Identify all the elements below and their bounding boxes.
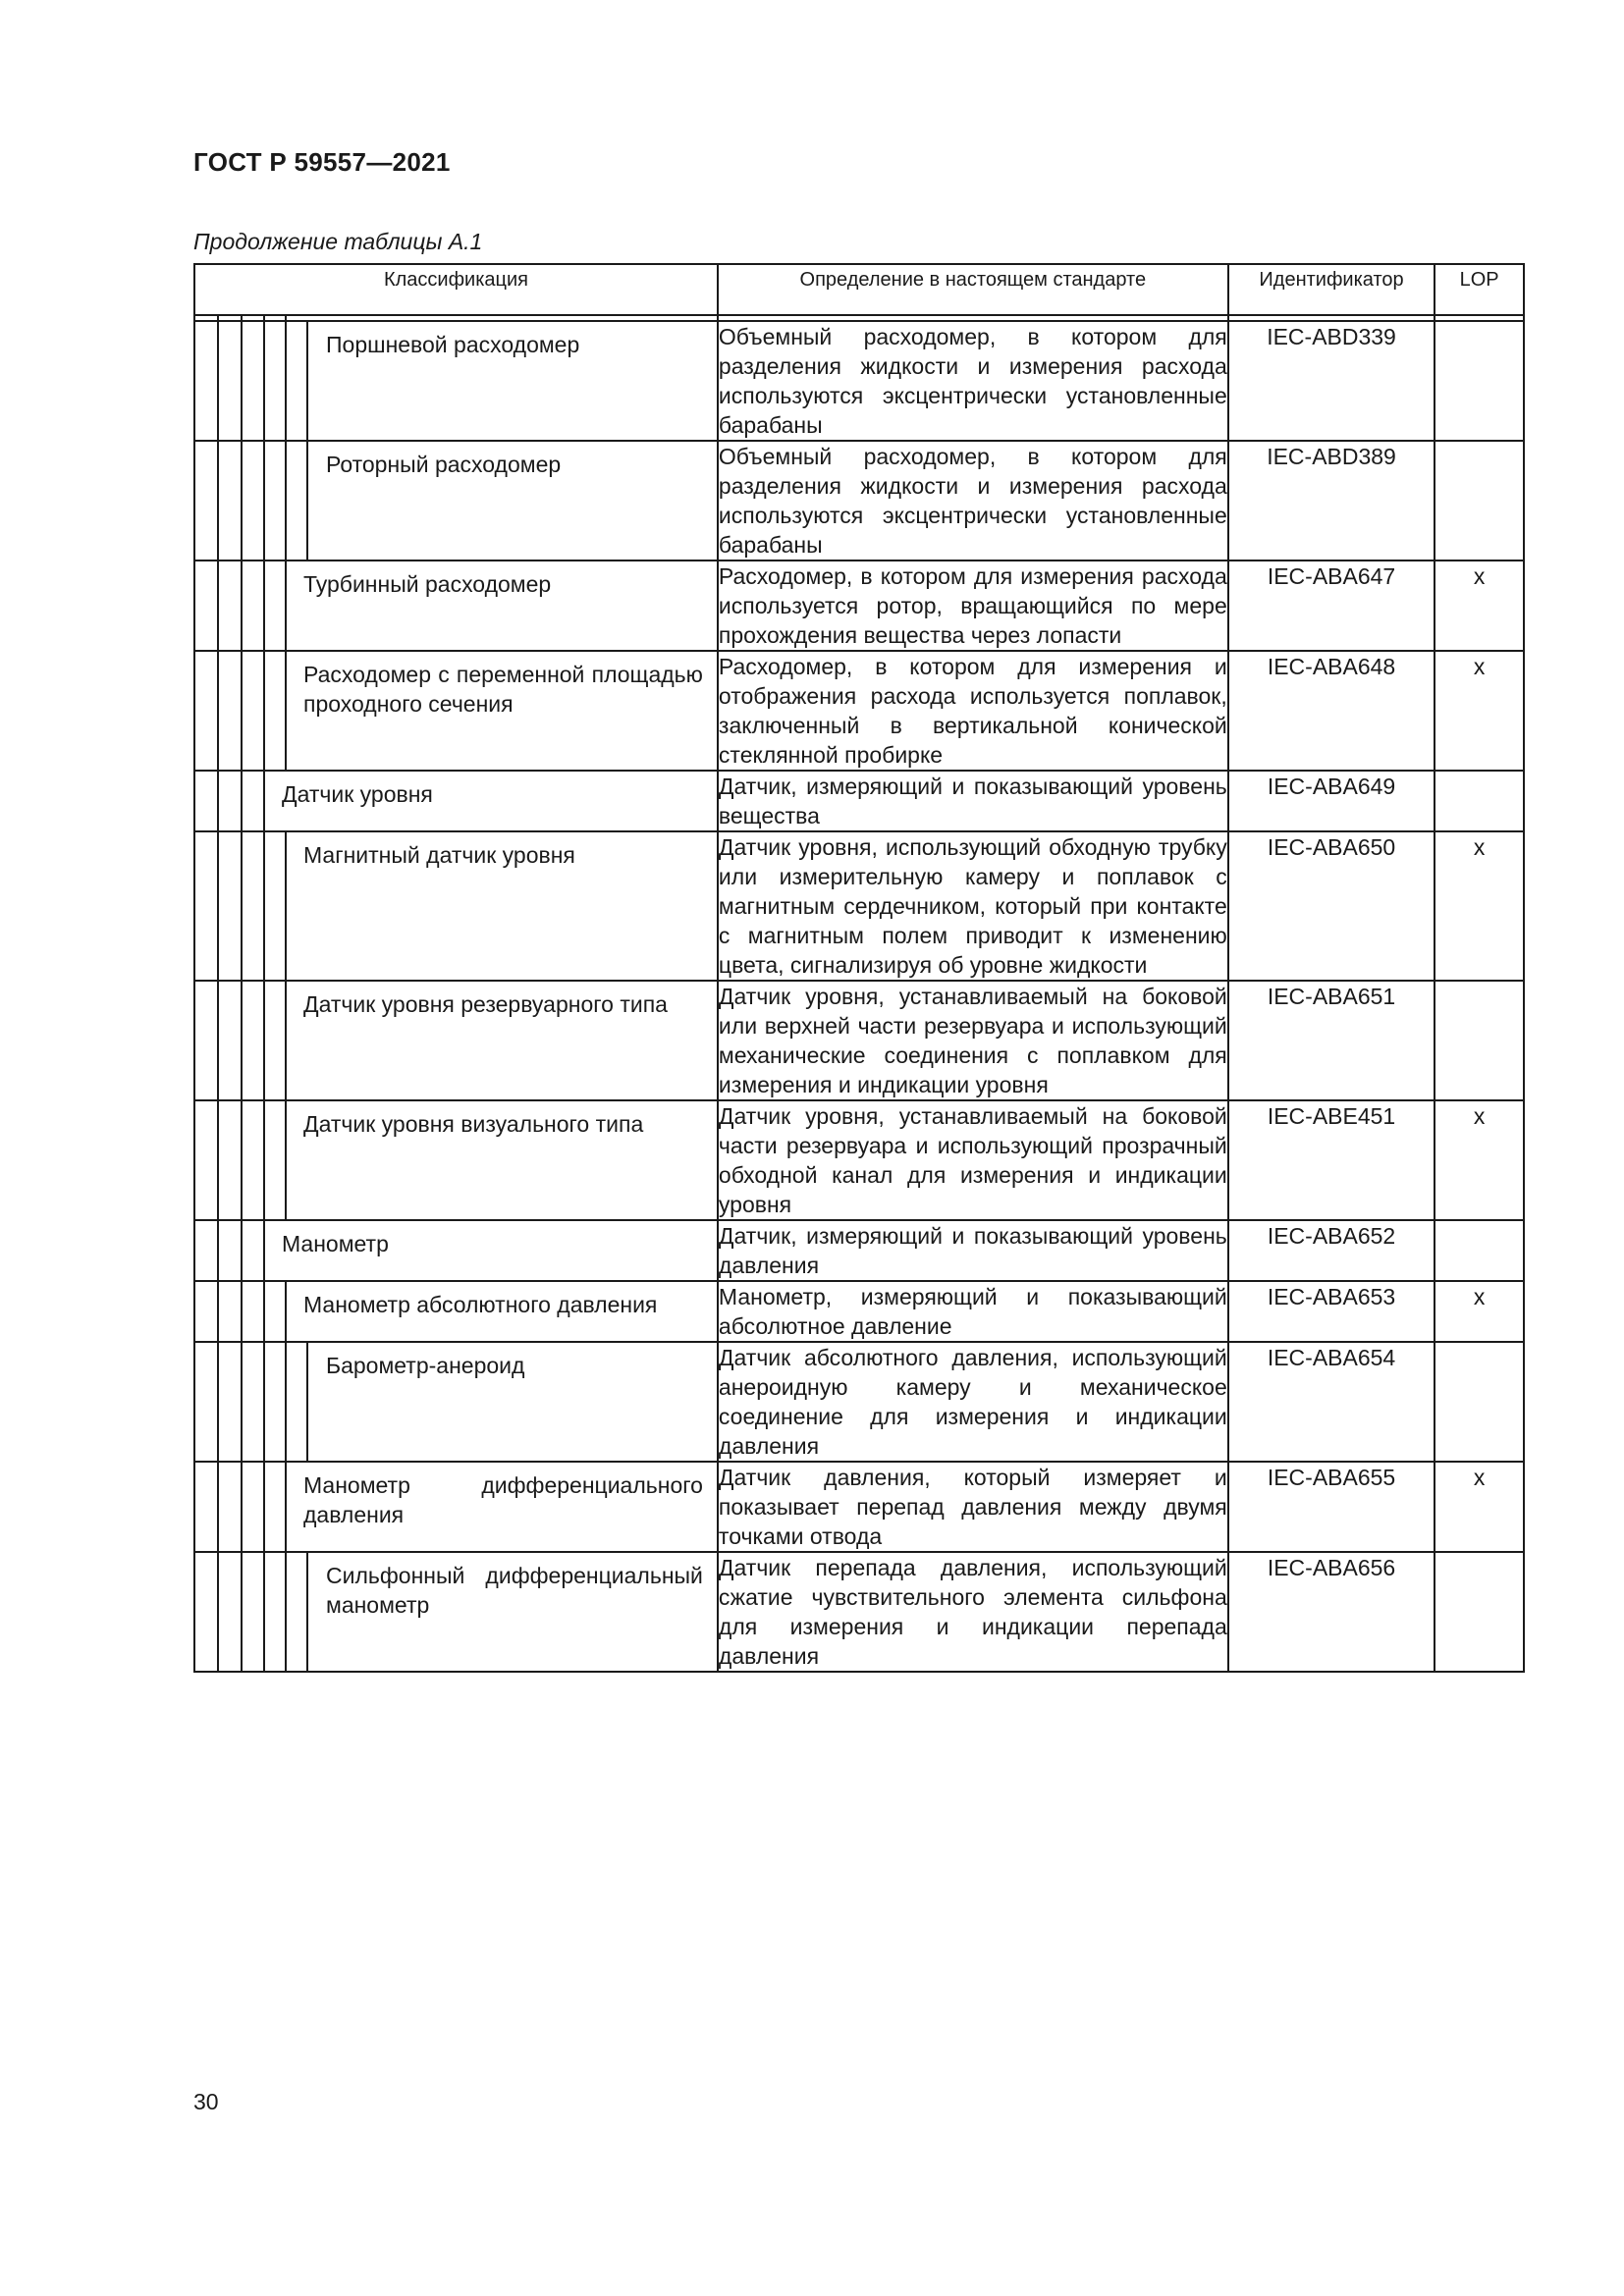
identifier-cell: IEC-ABA648: [1228, 651, 1435, 771]
lop-cell: x: [1435, 1100, 1524, 1220]
tree-line: [263, 1280, 265, 1343]
definition-cell: [718, 321, 1228, 441]
tree-line: [217, 770, 219, 832]
definition-cell: [718, 651, 1228, 771]
identifier-cell: IEC-ABA651: [1228, 981, 1435, 1100]
classification-cell: [194, 1552, 718, 1672]
tree-line: [241, 320, 243, 442]
definition-cell: [718, 1281, 1228, 1342]
tree-line: [241, 1461, 243, 1553]
tree-line: [241, 830, 243, 982]
identifier-cell: IEC-ABA652: [1228, 1220, 1435, 1281]
classification-label: Магнитный датчик уровня: [303, 842, 575, 868]
tree-line: [285, 440, 287, 561]
definition-text: Объемный расходомер, в котором для разделения жидкости и измерения расхода используются эксцентрически установленные барабаны: [718, 324, 1227, 438]
identifier-cell: IEC-ABA649: [1228, 771, 1435, 831]
classification-label: Датчик уровня визуального типа: [303, 1111, 644, 1137]
tree-line: [306, 320, 308, 442]
table-row: [194, 1462, 1524, 1552]
table-row: [194, 1342, 1524, 1462]
tree-line: [263, 1099, 265, 1221]
header-identifier: Идентификатор: [1228, 264, 1435, 315]
tree-line: [217, 320, 219, 442]
tree-line: [306, 1341, 308, 1463]
tree-line: [241, 560, 243, 652]
classification-cell: [194, 771, 718, 831]
definition-text: Датчик уровня, устанавливаемый на боковой части резервуара и использующий прозрачный обходной канал для измерения и индикации уровня: [718, 1103, 1227, 1217]
tree-line: [241, 1551, 243, 1673]
lop-cell: x: [1435, 1462, 1524, 1552]
classification-cell: [194, 321, 718, 441]
table-row: [194, 831, 1524, 981]
definition-text: Объемный расходомер, в котором для разделения жидкости и измерения расхода используются эксцентрически установленные барабаны: [718, 444, 1227, 558]
classification-label: Сильфонный дифференциальный манометр: [326, 1563, 703, 1618]
table-row: [194, 561, 1524, 651]
definition-text: Расходомер, в котором для измерения расхода используется ротор, вращающийся по мере прохождения вещества через лопасти: [718, 563, 1227, 648]
definition-cell: [718, 1462, 1228, 1552]
header-classification: Классификация: [194, 264, 718, 315]
classification-table: [193, 263, 1525, 1673]
lop-cell: x: [1435, 1281, 1524, 1342]
tree-line: [217, 1461, 219, 1553]
lop-cell: [1435, 771, 1524, 831]
definition-cell: [718, 561, 1228, 651]
definition-cell: [718, 981, 1228, 1100]
classification-label: Роторный расходомер: [326, 452, 562, 477]
identifier-cell: IEC-ABA656: [1228, 1552, 1435, 1672]
tree-line: [241, 1099, 243, 1221]
classification-label: Датчик уровня: [282, 781, 433, 807]
classification-label: Поршневой расходомер: [326, 332, 580, 357]
identifier-cell: IEC-ABD339: [1228, 321, 1435, 441]
table-row: [194, 1281, 1524, 1342]
tree-line: [263, 1461, 265, 1553]
tree-line: [217, 1099, 219, 1221]
definition-text: Датчик уровня, устанавливаемый на боковой или верхней части резервуара и использующий механические соединения с поплавком для измерения и индикации уровня: [718, 984, 1227, 1097]
tree-line: [241, 1280, 243, 1343]
definition-cell: [718, 771, 1228, 831]
tree-line: [241, 770, 243, 832]
table-row: [194, 321, 1524, 441]
classification-label: Манометр дифференциального давления: [303, 1472, 703, 1527]
lop-cell: [1435, 1220, 1524, 1281]
tree-line: [263, 980, 265, 1101]
tree-line: [217, 1341, 219, 1463]
definition-cell: [718, 1100, 1228, 1220]
identifier-cell: IEC-ABE451: [1228, 1100, 1435, 1220]
identifier-cell: IEC-ABA655: [1228, 1462, 1435, 1552]
definition-text: Расходомер, в котором для измерения и отображения расхода используется поплавок, заключенный в вертикальной конической стеклянной пробирке: [718, 654, 1227, 768]
tree-line: [217, 560, 219, 652]
tree-line: [217, 650, 219, 772]
table-row: [194, 651, 1524, 771]
classification-cell: [194, 831, 718, 981]
classification-label: Барометр-анероид: [326, 1353, 525, 1378]
header-definition: Определение в настоящем стандарте: [718, 264, 1228, 315]
definition-cell: [718, 1342, 1228, 1462]
header-lop: LOP: [1435, 264, 1524, 315]
lop-cell: x: [1435, 831, 1524, 981]
tree-line: [263, 320, 265, 442]
classification-cell: [194, 981, 718, 1100]
tree-line: [285, 830, 287, 982]
table-caption: Продолжение таблицы А.1: [193, 229, 483, 254]
definition-cell: [718, 1552, 1228, 1672]
document-header: ГОСТ Р 59557—2021: [193, 147, 451, 177]
classification-label: Манометр: [282, 1231, 389, 1256]
tree-line: [285, 650, 287, 772]
definition-text: Датчик, измеряющий и показывающий уровень давления: [718, 1223, 1227, 1278]
tree-line: [263, 1551, 265, 1673]
tree-line: [285, 1341, 287, 1463]
definition-cell: [718, 441, 1228, 561]
tree-line: [306, 1551, 308, 1673]
lop-cell: x: [1435, 651, 1524, 771]
definition-text: Датчик уровня, использующий обходную трубку или измерительную камеру и поплавок с магнитным сердечником, который при контакте с магнитным полем приводит к изменению цвета, сигнализируя об уровне жидкости: [718, 834, 1227, 978]
table-row: [194, 771, 1524, 831]
table-row: [194, 981, 1524, 1100]
classification-label: Датчик уровня резервуарного типа: [303, 991, 668, 1017]
tree-line: [285, 1280, 287, 1343]
tree-line: [285, 320, 287, 442]
classification-cell: [194, 1342, 718, 1462]
lop-cell: [1435, 321, 1524, 441]
tree-line: [241, 440, 243, 561]
tree-line: [217, 980, 219, 1101]
tree-line: [217, 1280, 219, 1343]
identifier-cell: IEC-ABA653: [1228, 1281, 1435, 1342]
table-row: [194, 1220, 1524, 1281]
definition-text: Датчик абсолютного давления, использующий анероидную камеру и механическое соединение для измерения и индикации давления: [718, 1345, 1227, 1459]
tree-line: [263, 650, 265, 772]
tree-line: [285, 980, 287, 1101]
classification-cell: [194, 561, 718, 651]
identifier-cell: IEC-ABA650: [1228, 831, 1435, 981]
tree-line: [285, 1099, 287, 1221]
tree-line: [217, 1551, 219, 1673]
lop-cell: [1435, 981, 1524, 1100]
lop-cell: [1435, 1342, 1524, 1462]
identifier-cell: IEC-ABA647: [1228, 561, 1435, 651]
classification-cell: [194, 1220, 718, 1281]
definition-text: Датчик давления, который измеряет и показывает перепад давления между двумя точками отвода: [718, 1465, 1227, 1549]
table-row: [194, 1552, 1524, 1672]
tree-line: [306, 440, 308, 561]
table-body: [194, 315, 1524, 1672]
definition-text: Датчик, измеряющий и показывающий уровень вещества: [718, 774, 1227, 828]
tree-line: [263, 440, 265, 561]
lop-cell: [1435, 441, 1524, 561]
tree-line: [263, 1341, 265, 1463]
lop-cell: [1435, 1552, 1524, 1672]
identifier-cell: IEC-ABD389: [1228, 441, 1435, 561]
table-row: [194, 1100, 1524, 1220]
tree-line: [285, 1461, 287, 1553]
lop-cell: x: [1435, 561, 1524, 651]
classification-label: Расходомер с переменной площадью проходного сечения: [303, 662, 703, 717]
classification-cell: [194, 1462, 718, 1552]
page-number: 30: [193, 2089, 219, 2114]
tree-line: [263, 560, 265, 652]
tree-line: [241, 650, 243, 772]
tree-line: [217, 440, 219, 561]
table-row: [194, 441, 1524, 561]
tree-line: [217, 1219, 219, 1282]
definition-text: Датчик перепада давления, использующий сжатие чувствительного элемента сильфона для измерения и индикации перепада давления: [718, 1555, 1227, 1669]
definition-cell: [718, 1220, 1228, 1281]
tree-line: [285, 1551, 287, 1673]
definition-text: Манометр, измеряющий и показывающий абсолютное давление: [718, 1284, 1227, 1339]
identifier-cell: IEC-ABA654: [1228, 1342, 1435, 1462]
tree-line: [241, 1341, 243, 1463]
tree-line: [241, 1219, 243, 1282]
tree-line: [241, 980, 243, 1101]
classification-cell: [194, 441, 718, 561]
tree-line: [263, 770, 265, 832]
classification-cell: [194, 1100, 718, 1220]
classification-cell: [194, 651, 718, 771]
tree-line: [263, 1219, 265, 1282]
classification-label: Манометр абсолютного давления: [303, 1292, 658, 1317]
tree-line: [217, 830, 219, 982]
classification-label: Турбинный расходомер: [303, 571, 552, 597]
classification-cell: [194, 1281, 718, 1342]
definition-cell: [718, 831, 1228, 981]
table-header-row: [194, 264, 1524, 315]
tree-line: [263, 830, 265, 982]
tree-line: [285, 560, 287, 652]
